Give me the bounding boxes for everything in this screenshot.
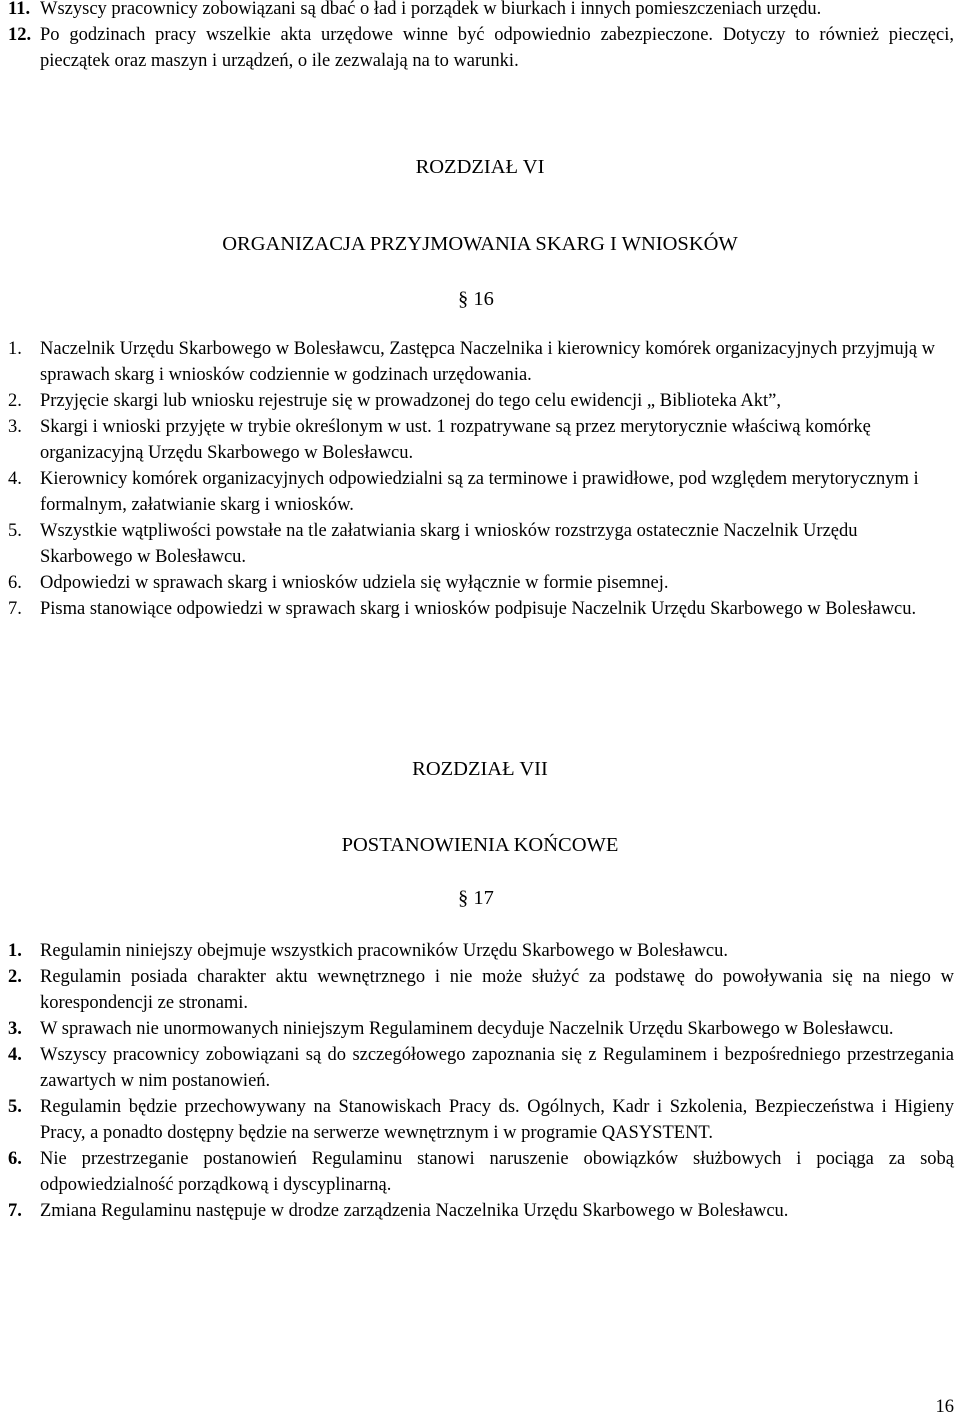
list-item bbox=[0, 466, 960, 518]
chapter-subtitle: POSTANOWIENIA KOŃCOWE bbox=[341, 834, 619, 856]
chapter7-list bbox=[0, 938, 960, 1224]
list-item bbox=[0, 938, 960, 964]
item-text: Skargi i wnioski przyjęte w trybie określonym w ust. 1 rozpatrywane są przez merytorycznie właściwą komórkę organizacyjną Urzędu Skarbowego w Bolesławcu. bbox=[40, 417, 871, 463]
item-number: 4. bbox=[8, 469, 22, 489]
item-number: 7. bbox=[8, 599, 22, 619]
page-number: 16 bbox=[935, 1397, 954, 1417]
list-item bbox=[0, 1016, 960, 1042]
item-number: 11. bbox=[8, 0, 31, 19]
item-text: Przyjęcie skargi lub wniosku rejestruje się w prowadzonej do tego celu ewidencji „ Biblioteka Akt”, bbox=[40, 391, 781, 411]
item-text: Kierownicy komórek organizacyjnych odpowiedzialni są za terminowe i prawidłowe, pod względem merytorycznym i formalnym, załatwianie skarg i wniosków. bbox=[40, 469, 919, 515]
item-text: Regulamin będzie przechowywany na Stanowiskach Pracy ds. Ogólnych, Kadr i Szkolenia, Bezpieczeństwa i Higieny Pracy, a ponadto dostępny będzie na serwerze wewnętrznym i w programie QASYSTENT. bbox=[40, 1097, 954, 1143]
list-item bbox=[0, 1146, 960, 1198]
chapter-subtitle: ORGANIZACJA PRZYJMOWANIA SKARG I WNIOSKÓW bbox=[222, 233, 738, 255]
item-number: 3. bbox=[8, 1019, 22, 1039]
item-text: Naczelnik Urzędu Skarbowego w Bolesławcu, Zastępca Naczelnika i kierownicy komórek organizacyjnych przyjmują w sprawach skarg i wniosków codziennie w godzinach urzędowania. bbox=[40, 339, 936, 385]
top-items bbox=[0, 0, 960, 74]
item-number: 6. bbox=[8, 1149, 22, 1169]
item-number: 6. bbox=[8, 573, 22, 593]
list-item bbox=[0, 1198, 960, 1224]
chapter6-list bbox=[0, 336, 960, 622]
item-text: Nie przestrzeganie postanowień Regulaminu stanowi naruszenie obowiązków służbowych i pociąga za sobą odpowiedzialność porządkową i dyscyplinarną. bbox=[40, 1149, 954, 1195]
item-text: Regulamin niniejszy obejmuje wszystkich pracowników Urzędu Skarbowego w Bolesławcu. bbox=[40, 941, 728, 961]
list-item bbox=[0, 414, 960, 466]
list-item bbox=[0, 0, 960, 22]
item-text: Pisma stanowiące odpowiedzi w sprawach skarg i wniosków podpisuje Naczelnik Urzędu Skarbowego w Bolesławcu. bbox=[40, 599, 917, 619]
list-item bbox=[0, 570, 960, 596]
list-item bbox=[0, 518, 960, 570]
item-number: 4. bbox=[8, 1045, 22, 1065]
list-item bbox=[0, 22, 960, 74]
list-item bbox=[0, 336, 960, 388]
item-number: 5. bbox=[8, 521, 22, 541]
item-text: Zmiana Regulaminu następuje w drodze zarządzenia Naczelnika Urzędu Skarbowego w Bolesławcu. bbox=[40, 1201, 789, 1221]
list-item bbox=[0, 964, 960, 1016]
list-item bbox=[0, 388, 960, 414]
paragraph-number: § 16 bbox=[458, 288, 494, 310]
item-number: 7. bbox=[8, 1201, 22, 1221]
item-number: 3. bbox=[8, 417, 22, 437]
item-text: Regulamin posiada charakter aktu wewnętrznego i nie może służyć za podstawę do powoływania się na niego w korespondencji ze stronami. bbox=[40, 967, 954, 1013]
item-number: 1. bbox=[8, 941, 22, 961]
list-item bbox=[0, 596, 960, 622]
item-text: W sprawach nie unormowanych niniejszym Regulaminem decyduje Naczelnik Urzędu Skarbowego w Bolesławcu. bbox=[40, 1019, 894, 1039]
item-number: 2. bbox=[8, 967, 22, 987]
chapter-title: ROZDZIAŁ VI bbox=[415, 156, 545, 178]
item-text: Wszyscy pracownicy zobowiązani są dbać o ład i porządek w biurkach i innych pomieszczeniach urzędu. bbox=[40, 0, 822, 19]
item-text: Wszystkie wątpliwości powstałe na tle załatwiania skarg i wniosków rozstrzyga ostatecznie Naczelnik Urzędu Skarbowego w Bolesławcu. bbox=[40, 521, 858, 567]
item-number: 12. bbox=[8, 25, 32, 45]
list-item bbox=[0, 1094, 960, 1146]
chapter-title: ROZDZIAŁ VII bbox=[412, 758, 548, 780]
item-text: Odpowiedzi w sprawach skarg i wniosków udziela się wyłącznie w formie pisemnej. bbox=[40, 573, 669, 593]
paragraph-number: § 17 bbox=[458, 887, 494, 909]
item-text: Wszyscy pracownicy zobowiązani są do szczegółowego zapoznania się z Regulaminem i bezpośredniego przestrzegania zawartych w nim postanowień. bbox=[40, 1045, 954, 1091]
item-number: 2. bbox=[8, 391, 22, 411]
list-item bbox=[0, 1042, 960, 1094]
item-number: 1. bbox=[8, 339, 22, 359]
item-text: Po godzinach pracy wszelkie akta urzędowe winne być odpowiednio zabezpieczone. Dotyczy to również pieczęci, pieczątek oraz maszyn i urządzeń, o ile zezwalają na to warunki. bbox=[40, 25, 954, 71]
item-number: 5. bbox=[8, 1097, 22, 1117]
